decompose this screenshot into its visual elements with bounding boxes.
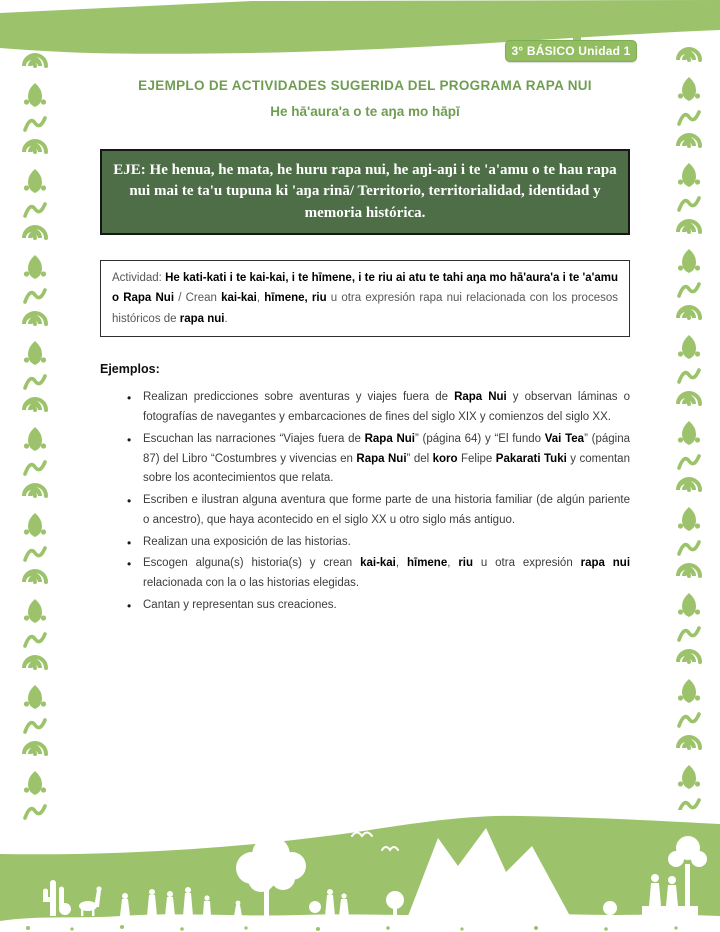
page-subtitle: He hā'aura'a o te aŋa mo hāpī (270, 104, 460, 119)
example-bullet-item: • Realizan predicciones sobre aventuras y viajes fuera de Rapa Nui y observan láminas o fotografías de navegantes y embarcaciones de fines del siglo XIX y comienzos del siglo XX. (100, 388, 630, 428)
example-bullet-item: • Cantan y representan sus creaciones. (100, 596, 630, 616)
example-bullet-item: • Escogen alguna(s) historia(s) y crean kai-kai, hīmene, riu u otra expresión rapa nui relacionada con la o las historias elegidas. (100, 554, 630, 594)
grade-unit-badge: 3° BÁSICO Unidad 1 (505, 40, 637, 62)
eje-banner: EJE: He henua, he mata, he huru rapa nui, he aŋi-aŋi i te 'a'amu o te hau rapa nui mai te ta'u tupuna ki 'aŋa rinā/ Territorio, territorialidad, identidad y memoria histórica. (100, 149, 630, 235)
koru-border-right-icon (676, 44, 702, 810)
examples-list (100, 388, 630, 615)
landscape-silhouette-decoration (0, 808, 720, 932)
activity-description: Actividad: He kati-kati i te kai-kai, i te hīmene, i te riu ai atu te tahi aŋa mo hā'aura'a i te 'a'amu o Rapa Nui / Crean kai-kai, hīmene, riu u otra expresión rapa nui relacionada con los procesos históricos de rapa nui. (100, 260, 630, 337)
example-bullet-item: • Escriben e ilustran alguna aventura que forme parte de una historia familiar (de algún pariente o ancestro), que haya acontecido en el siglo XX u otro siglo más antiguo. (100, 491, 630, 531)
example-bullet-item: • Escuchan las narraciones “Viajes fuera de Rapa Nui” (página 64) y “El fundo Vai Tea” (página 87) del Libro “Costumbres y vivencias en Rapa Nui” del koro Felipe Pakarati Tuki y comentan sobre los acontecimientos que relata. (100, 430, 630, 489)
example-bullet-item: • Realizan una exposición de las historias. (100, 533, 630, 553)
examples-heading: Ejemplos: (100, 362, 160, 377)
page-title: EJEMPLO DE ACTIVIDADES SUGERIDA DEL PROGRAMA RAPA NUI (138, 78, 592, 93)
koru-border-left-icon (22, 50, 48, 820)
document-content (100, 78, 630, 618)
